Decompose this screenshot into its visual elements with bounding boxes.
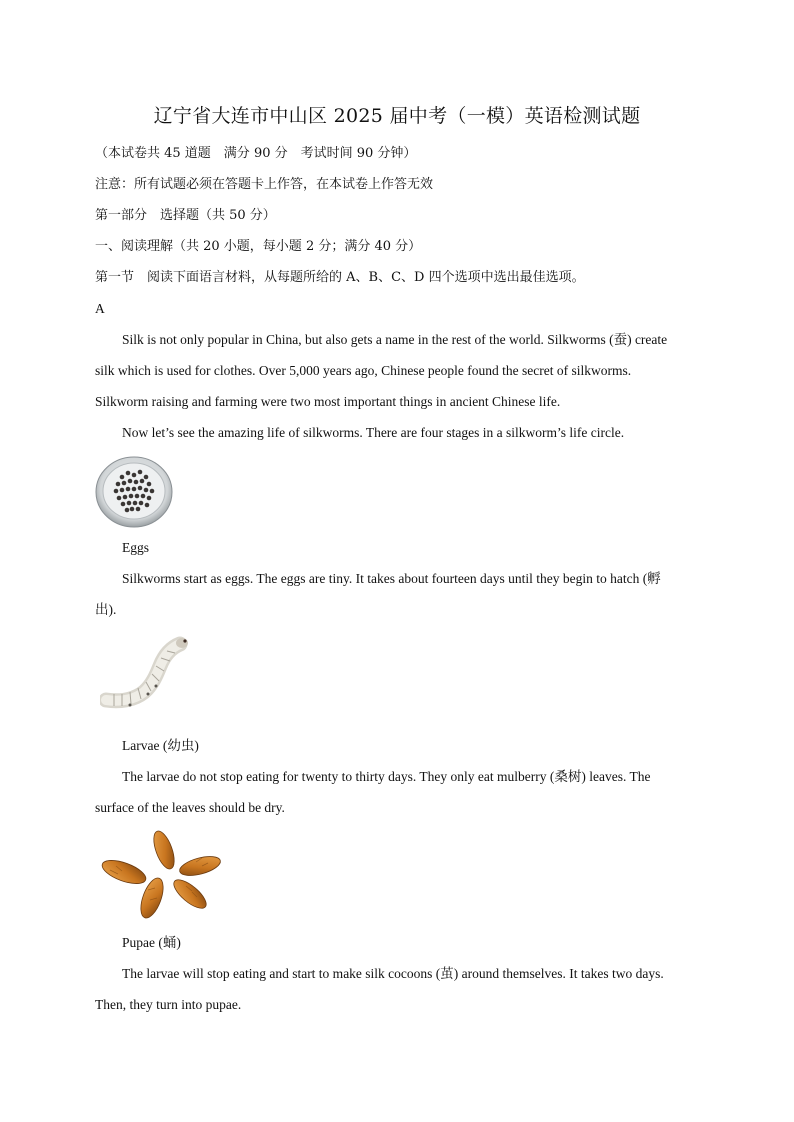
part-heading: 第一部分 选择题（共 50 分）: [95, 208, 276, 223]
paragraph-2: Now let’s see the amazing life of silkworms. There are four stages in a silkworm’s life circle.: [122, 425, 625, 440]
eggs-image: [94, 453, 174, 529]
paragraph-1-line-1: Silk is not only popular in China, but also gets a name in the rest of the world. Silkworms (蚕) create: [122, 332, 668, 347]
pupae-image: [94, 828, 228, 920]
eggs-text-line-1: Silkworms start as eggs. The eggs are tiny. It takes about fourteen days until they begin to hatch (孵: [122, 571, 661, 586]
larva-image: [100, 630, 196, 714]
passage-label: A: [95, 301, 105, 316]
paragraph-1-line-2: silk which is used for clothes. Over 5,000 years ago, Chinese people found the secret of silkworms.: [95, 363, 632, 378]
larvae-text-line-2: surface of the leaves should be dry.: [95, 800, 285, 815]
pupae-caption: Pupae (蛹): [122, 935, 181, 950]
eggs-text-line-2: 出).: [95, 602, 117, 617]
section-heading: 一、阅读理解（共 20 小题，每小题 2 分；满分 40 分）: [95, 239, 422, 254]
pupae-text-line-2: Then, they turn into pupae.: [95, 997, 242, 1012]
eggs-caption: Eggs: [122, 540, 149, 555]
larvae-text-line-1: The larvae do not stop eating for twenty to thirty days. They only eat mulberry (桑树) leaves. The: [122, 769, 651, 784]
subsection-instruction: 第一节 阅读下面语言材料，从每题所给的 A、B、C、D 四个选项中选出最佳选项。: [95, 270, 585, 285]
larvae-caption: Larvae (幼虫): [122, 738, 199, 753]
page-title: 辽宁省大连市中山区 2025 届中考（一模）英语检测试题: [153, 105, 641, 127]
paragraph-1-line-3: Silkworm raising and farming were two most important things in ancient Chinese life.: [95, 394, 561, 409]
notice: 注意：所有试题必须在答题卡上作答，在本试卷上作答无效: [95, 177, 434, 192]
pupae-text-line-1: The larvae will stop eating and start to make silk cocoons (茧) around themselves. It takes two days.: [122, 966, 664, 981]
exam-info: （本试卷共 45 道题 满分 90 分 考试时间 90 分钟）: [95, 146, 417, 161]
